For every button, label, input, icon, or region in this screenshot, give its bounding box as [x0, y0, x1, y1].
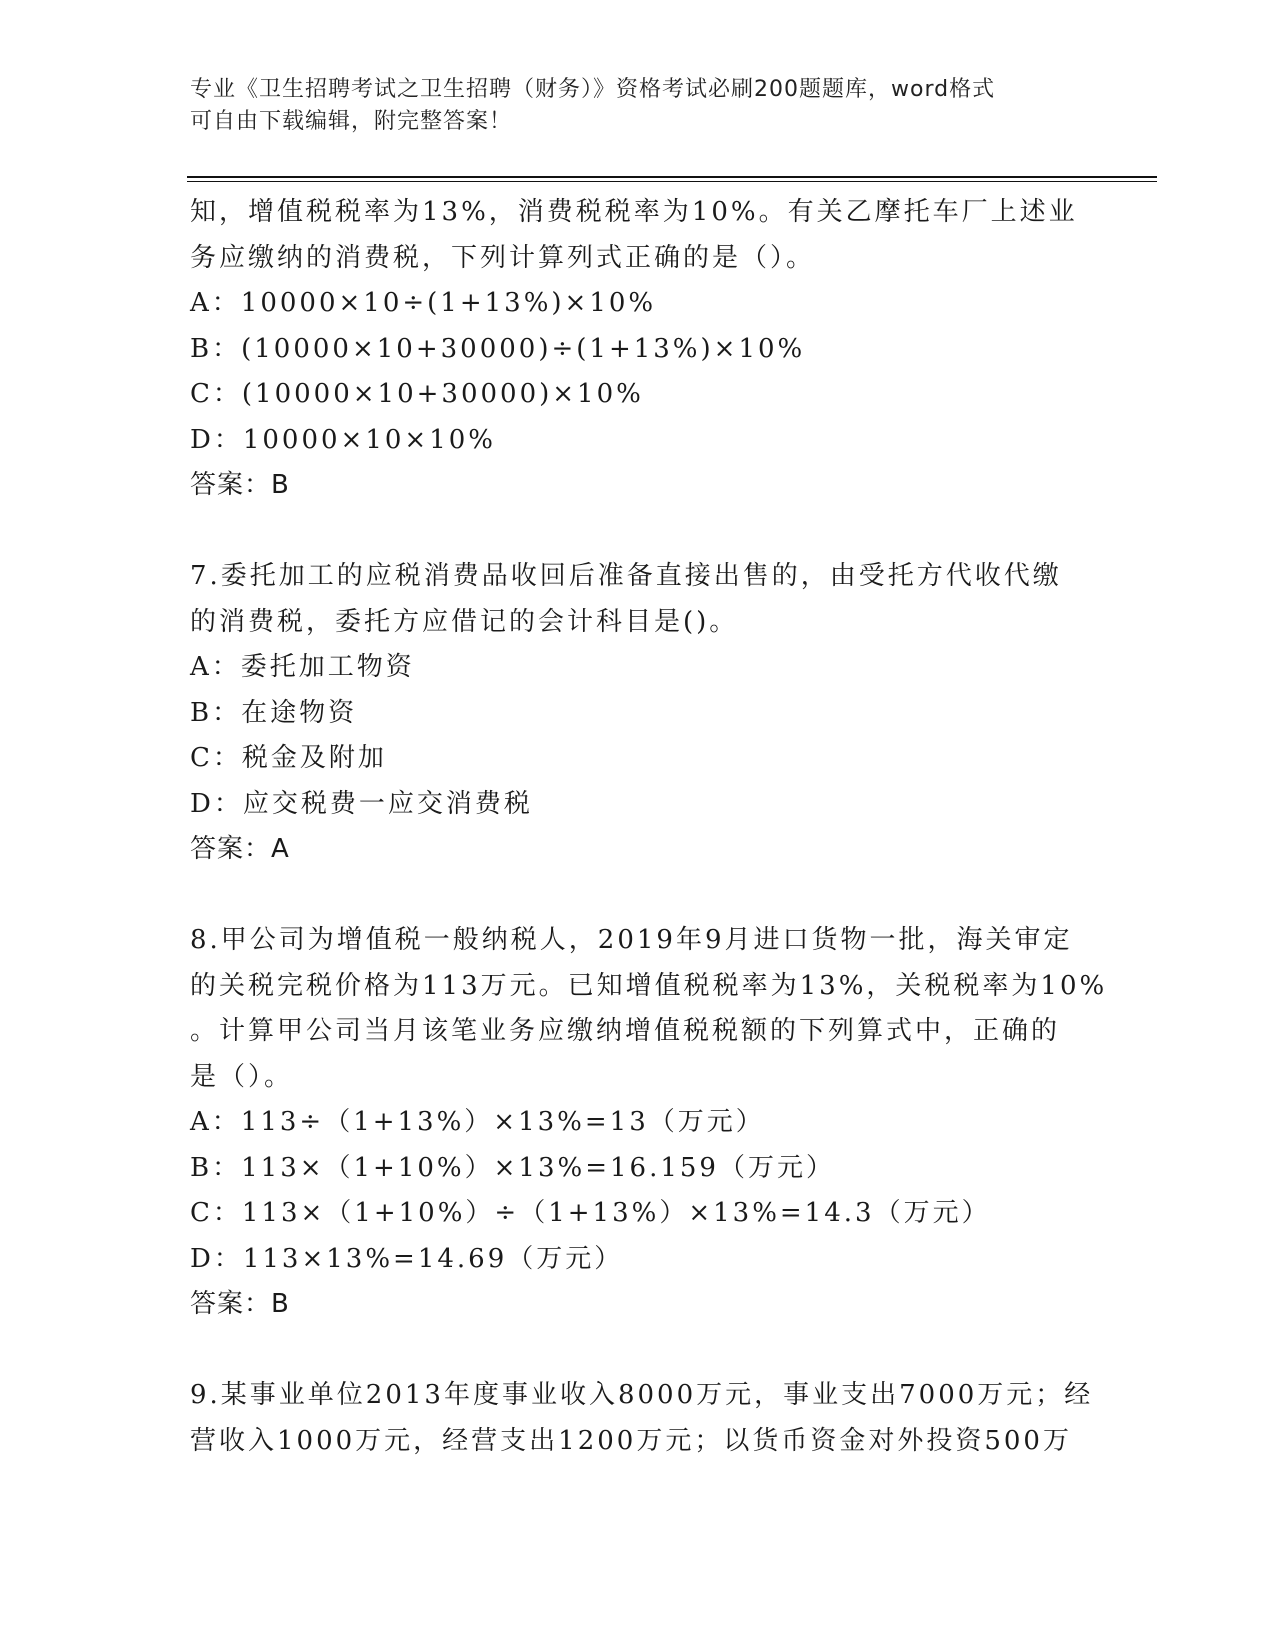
question-stem-line: 7.委托加工的应税消费品收回后准备直接出售的，由受托方代收代缴: [190, 561, 1062, 591]
question-stem-line: 的关税完税价格为113万元。已知增值税税率为13%，关税税率为10%: [190, 970, 1108, 1001]
question-stem-line: 务应缴纳的消费税，下列计算列式正确的是（）。: [190, 242, 816, 273]
option-c: C：(10000×10+30000)×10%: [190, 379, 644, 409]
question-block: [190, 918, 1108, 1328]
option-b: B：在途物资: [190, 697, 358, 728]
spacer: [190, 873, 1090, 919]
option-c: C：税金及附加: [190, 743, 387, 773]
question-stem-line: 。计算甲公司当月该笔业务应缴纳增值税税额的下列算式中，正确的: [190, 1016, 1061, 1046]
option-a: A：10000×10÷(1+13%)×10%: [190, 288, 657, 318]
question-block: [190, 1373, 1094, 1464]
answer-line: 答案：A: [190, 834, 290, 864]
question-list: [190, 190, 1108, 1464]
header-title-line-2: 可自由下载编辑，附完整答案！: [190, 109, 513, 134]
option-a: A：委托加工物资: [190, 652, 415, 682]
question-stem-line: 知，增值税税率为13%，消费税税率为10%。有关乙摩托车厂上述业: [190, 197, 1078, 227]
answer-line: 答案：B: [190, 470, 290, 500]
answer-line: 答案：B: [190, 1289, 290, 1319]
question-stem-line: 的消费税，委托方应借记的会计科目是()。: [190, 606, 739, 637]
question-stem-line: 8.甲公司为增值税一般纳税人，2019年9月进口货物一批，海关审定: [190, 925, 1073, 955]
option-c: C：113×（1+10%）÷（1+13%）×13%=14.3（万元）: [190, 1198, 991, 1228]
header-divider: [187, 176, 1157, 182]
spacer: [190, 509, 1090, 555]
question-block: [190, 190, 1090, 509]
question-stem-line: 营收入1000万元，经营支出1200万元；以货币资金对外投资500万: [190, 1425, 1072, 1456]
option-a: A：113÷（1+13%）×13%=13（万元）: [190, 1107, 765, 1137]
option-d: D：10000×10×10%: [190, 424, 496, 455]
question-stem-line: 是（）。: [190, 1061, 294, 1092]
header-title-line-1: 专业《卫生招聘考试之卫生招聘（财务）》资格考试必刷200题题库，word格式: [190, 77, 996, 102]
option-d: D：应交税费一应交消费税: [190, 788, 533, 819]
option-d: D：113×13%=14.69（万元）: [190, 1243, 624, 1274]
option-b: B：(10000×10+30000)÷(1+13%)×10%: [190, 333, 806, 364]
question-block: [190, 554, 1090, 873]
option-b: B：113×（1+10%）×13%=16.159（万元）: [190, 1152, 835, 1183]
spacer: [190, 1328, 1090, 1374]
page-header: [190, 74, 1090, 138]
question-stem-line: 9.某事业单位2013年度事业收入8000万元，事业支出7000万元；经: [190, 1380, 1094, 1410]
